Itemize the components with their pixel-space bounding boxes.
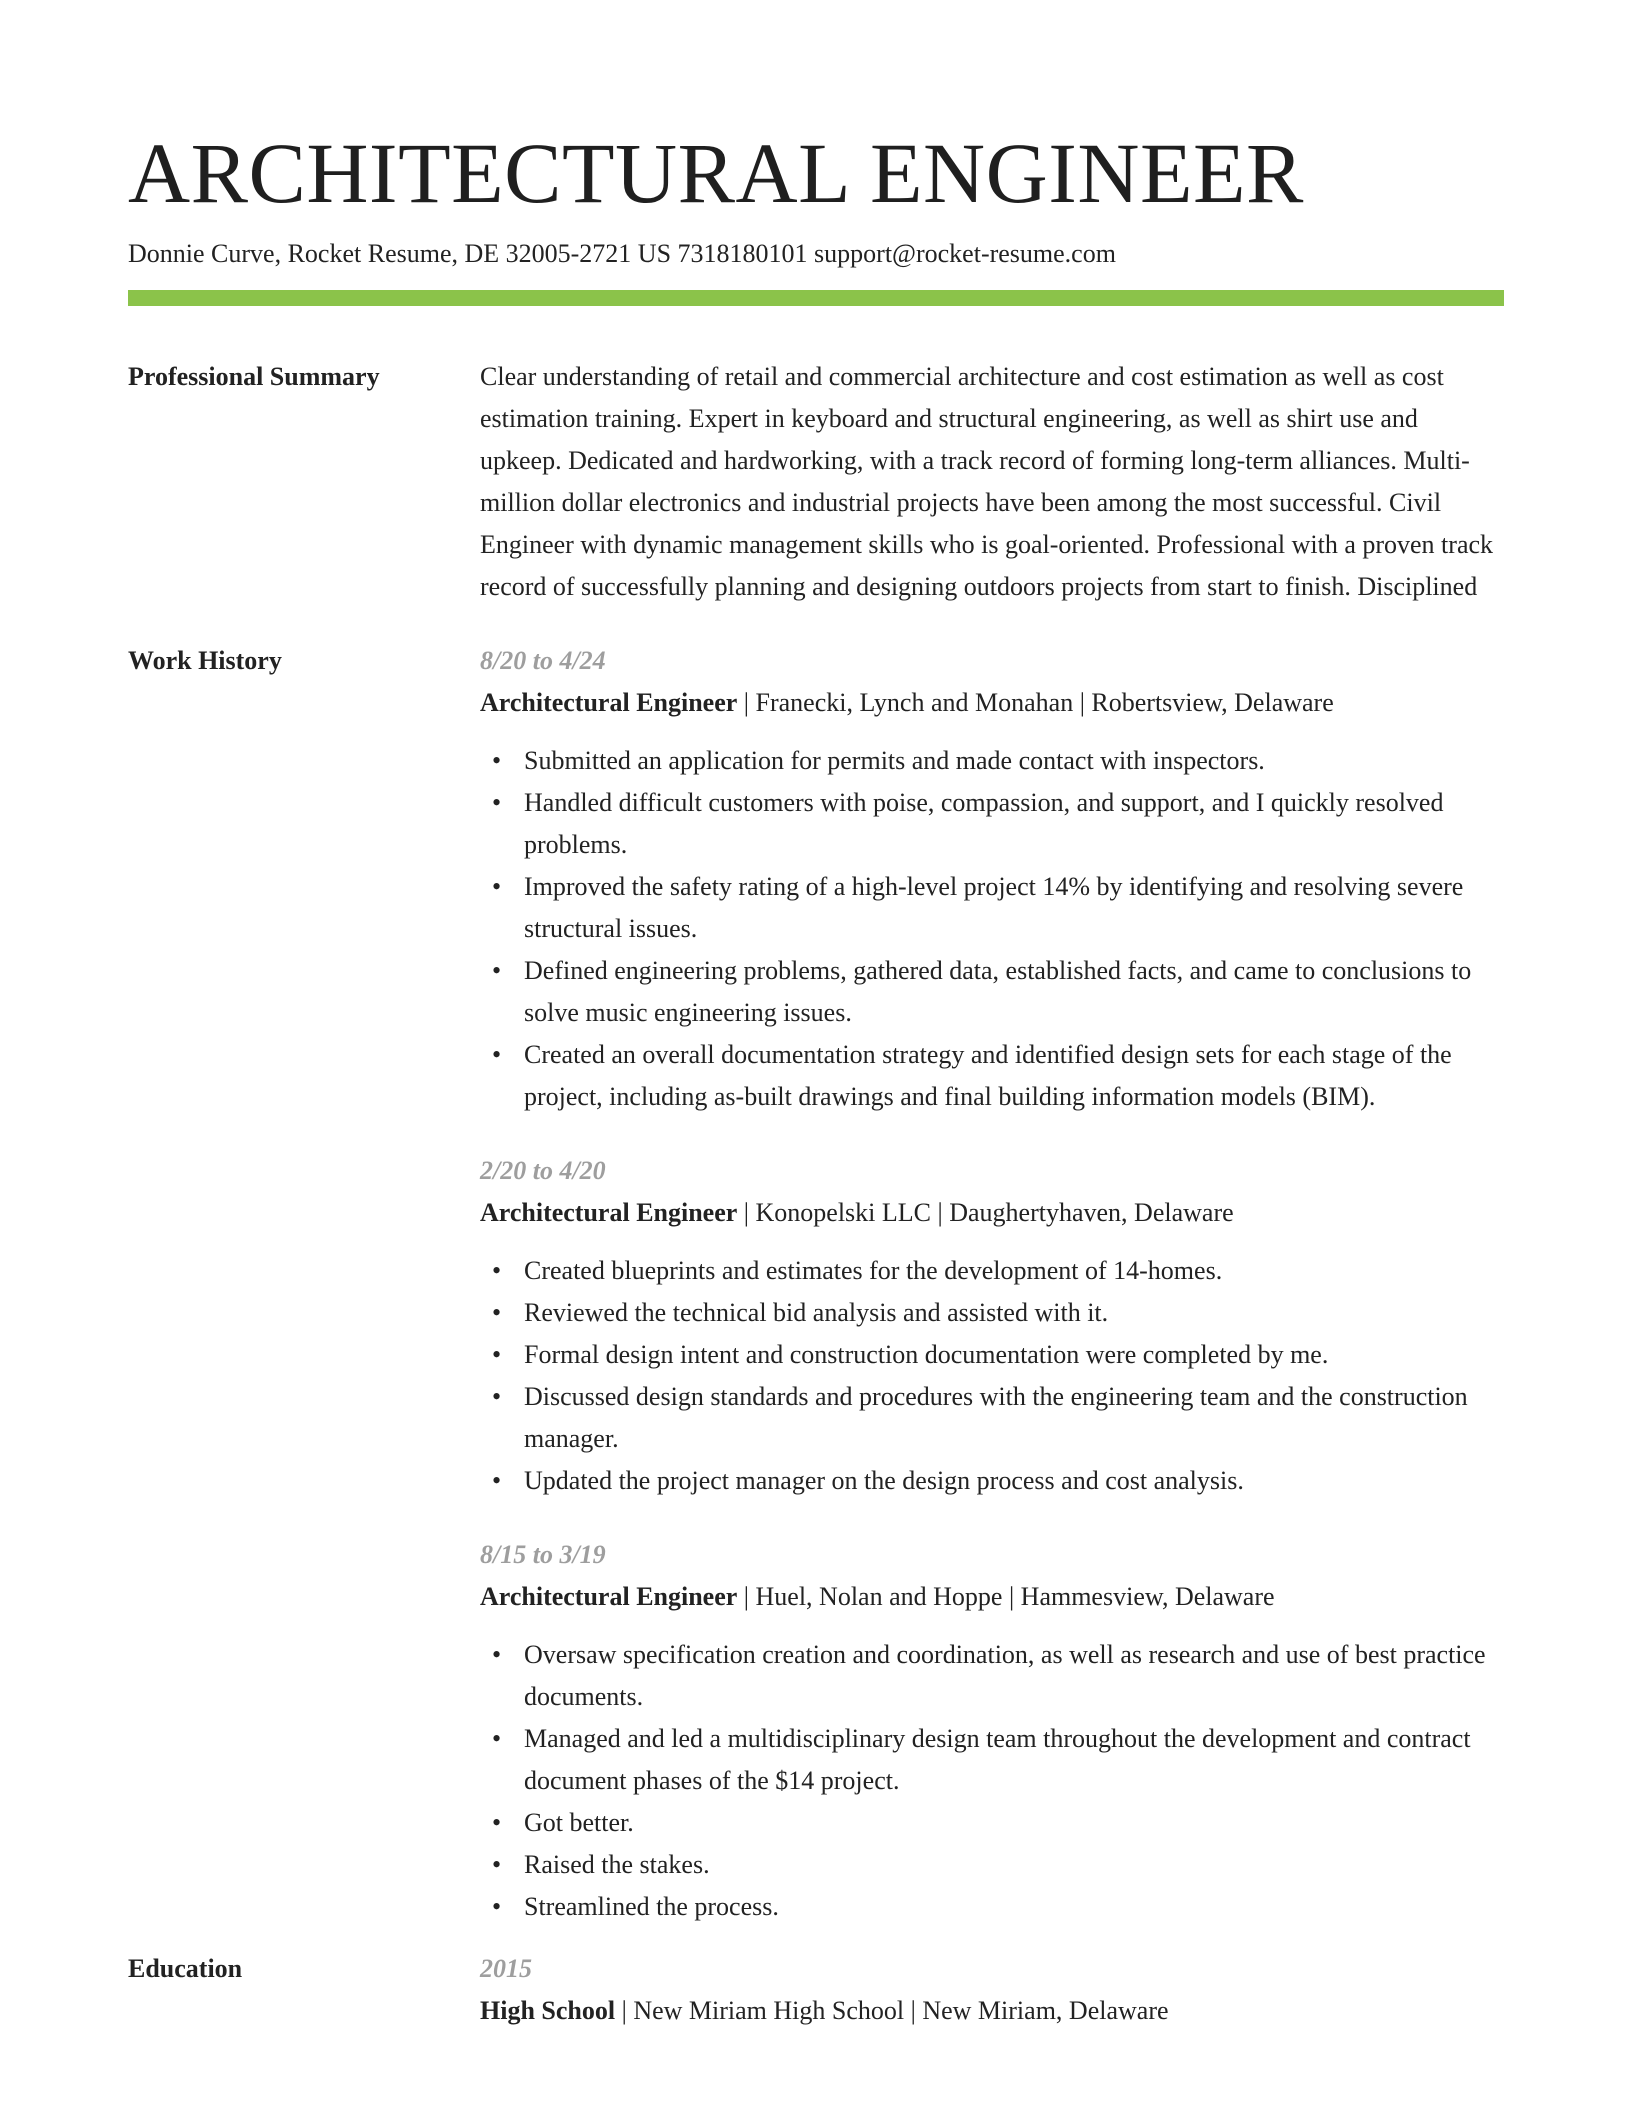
education-body (480, 1948, 1504, 2032)
job-bullet-text: Discussed design standards and procedures with the engineering team and the construction manager. (524, 1382, 1468, 1453)
bullet-icon: • (492, 1724, 502, 1753)
job-title-line (480, 1576, 1504, 1618)
job-bullet (492, 1376, 1504, 1460)
bullet-icon: • (492, 1466, 502, 1495)
job-bullet-list (480, 740, 1504, 1118)
job-entry (480, 1150, 1504, 1502)
job-bullet-list (480, 1634, 1504, 1928)
job-bullet (492, 1292, 1504, 1334)
summary-text: Clear understanding of retail and commercial architecture and cost estimation as well as cost estimation training. Expert in keyboard and structural engineering, as well as shirt use and upkeep. Dedicated and hardworking, with a track record of forming long-term alliances. Multi-million dollar electronics and industrial projects have been among the most successful. Civil Engineer with dynamic management skills who is goal-oriented. Professional with a proven track record of successfully planning and designing outdoors projects from start to finish. Disciplined (480, 362, 1494, 601)
job-bullet (492, 1460, 1504, 1502)
bullet-icon: • (492, 1640, 502, 1669)
resume-title: ARCHITECTURAL ENGINEER (128, 125, 1304, 221)
section-label-summary: Professional Summary (128, 362, 380, 391)
job-bullet-text: Updated the project manager on the design process and cost analysis. (524, 1466, 1244, 1495)
bullet-icon: • (492, 1892, 502, 1921)
job-bullet-text: Raised the stakes. (524, 1850, 710, 1879)
separator: | (904, 1996, 923, 2025)
job-bullet-text: Got better. (524, 1808, 634, 1837)
job-bullet-text: Managed and led a multidisciplinary design team throughout the development and contract document phases of the $14 project. (524, 1724, 1471, 1795)
separator: | (931, 1198, 950, 1227)
section-label-education: Education (128, 1954, 243, 1983)
job-location: Robertsview, Delaware (1091, 688, 1334, 717)
bullet-icon: • (492, 1850, 502, 1879)
job-role: Architectural Engineer (480, 1582, 738, 1611)
job-bullet (492, 1802, 1504, 1844)
accent-divider (128, 290, 1504, 306)
separator: | (737, 688, 756, 717)
separator: | (1073, 688, 1092, 717)
job-bullet-text: Streamlined the process. (524, 1892, 779, 1921)
job-bullet (492, 1034, 1504, 1118)
job-bullet (492, 1844, 1504, 1886)
education-degree: High School (480, 1996, 616, 2025)
job-bullet-text: Formal design intent and construction documentation were completed by me. (524, 1340, 1329, 1369)
education-section (128, 1948, 1504, 2032)
bullet-icon: • (492, 1340, 502, 1369)
bullet-icon: • (492, 1040, 502, 1069)
separator: | (737, 1582, 756, 1611)
contact-line: Donnie Curve, Rocket Resume, DE 32005-2721 US 7318180101 support@rocket-resume.com (128, 239, 1116, 268)
education-location: New Miriam, Delaware (922, 1996, 1169, 2025)
job-bullet (492, 1886, 1504, 1928)
bullet-icon: • (492, 788, 502, 817)
work-history-section (128, 640, 1504, 1928)
job-bullet-text: Defined engineering problems, gathered data, established facts, and came to conclusions to solve music engineering issues. (524, 956, 1472, 1027)
job-bullet-list (480, 1250, 1504, 1502)
job-title-line (480, 1192, 1504, 1234)
job-bullet-text: Handled difficult customers with poise, compassion, and support, and I quickly resolved problems. (524, 788, 1444, 859)
bullet-icon: • (492, 1382, 502, 1411)
job-company: Konopelski LLC (755, 1198, 932, 1227)
education-school: New Miriam High School (633, 1996, 905, 2025)
education-title-line (480, 1990, 1504, 2032)
work-history-body (480, 640, 1504, 1928)
job-entry (480, 640, 1504, 1118)
separator: | (615, 1996, 634, 2025)
job-dates: 8/15 to 3/19 (480, 1540, 606, 1569)
education-dates: 2015 (480, 1954, 532, 1983)
job-bullet (492, 866, 1504, 950)
job-bullet (492, 1334, 1504, 1376)
bullet-icon: • (492, 1808, 502, 1837)
bullet-icon: • (492, 956, 502, 985)
summary-section (128, 356, 1504, 608)
job-dates: 8/20 to 4/24 (480, 646, 606, 675)
job-bullet-text: Improved the safety rating of a high-level project 14% by identifying and resolving severe structural issues. (524, 872, 1464, 943)
job-role: Architectural Engineer (480, 688, 738, 717)
job-dates: 2/20 to 4/20 (480, 1156, 606, 1185)
job-bullet-text: Oversaw specification creation and coordination, as well as research and use of best practice documents. (524, 1640, 1486, 1711)
job-entry (480, 1534, 1504, 1928)
job-company: Huel, Nolan and Hoppe (755, 1582, 1003, 1611)
bullet-icon: • (492, 872, 502, 901)
job-bullet (492, 1250, 1504, 1292)
job-role: Architectural Engineer (480, 1198, 738, 1227)
bullet-icon: • (492, 1298, 502, 1327)
job-company: Franecki, Lynch and Monahan (755, 688, 1074, 717)
bullet-icon: • (492, 1256, 502, 1285)
job-location: Daughertyhaven, Delaware (949, 1198, 1234, 1227)
section-label-work: Work History (128, 646, 282, 675)
separator: | (1002, 1582, 1021, 1611)
job-bullet-text: Created blueprints and estimates for the development of 14-homes. (524, 1256, 1223, 1285)
job-bullet-text: Submitted an application for permits and made contact with inspectors. (524, 746, 1265, 775)
job-bullet (492, 782, 1504, 866)
job-bullet (492, 950, 1504, 1034)
resume-page (128, 118, 1504, 2032)
education-entry (480, 1948, 1504, 2032)
separator: | (737, 1198, 756, 1227)
job-bullet (492, 1718, 1504, 1802)
job-bullet-text: Reviewed the technical bid analysis and assisted with it. (524, 1298, 1109, 1327)
job-bullet (492, 1634, 1504, 1718)
job-bullet-text: Created an overall documentation strategy and identified design sets for each stage of the project, including as-built drawings and final building information models (BIM). (524, 1040, 1452, 1111)
job-bullet (492, 740, 1504, 782)
job-location: Hammesview, Delaware (1020, 1582, 1275, 1611)
summary-body (480, 356, 1504, 608)
bullet-icon: • (492, 746, 502, 775)
job-title-line (480, 682, 1504, 724)
